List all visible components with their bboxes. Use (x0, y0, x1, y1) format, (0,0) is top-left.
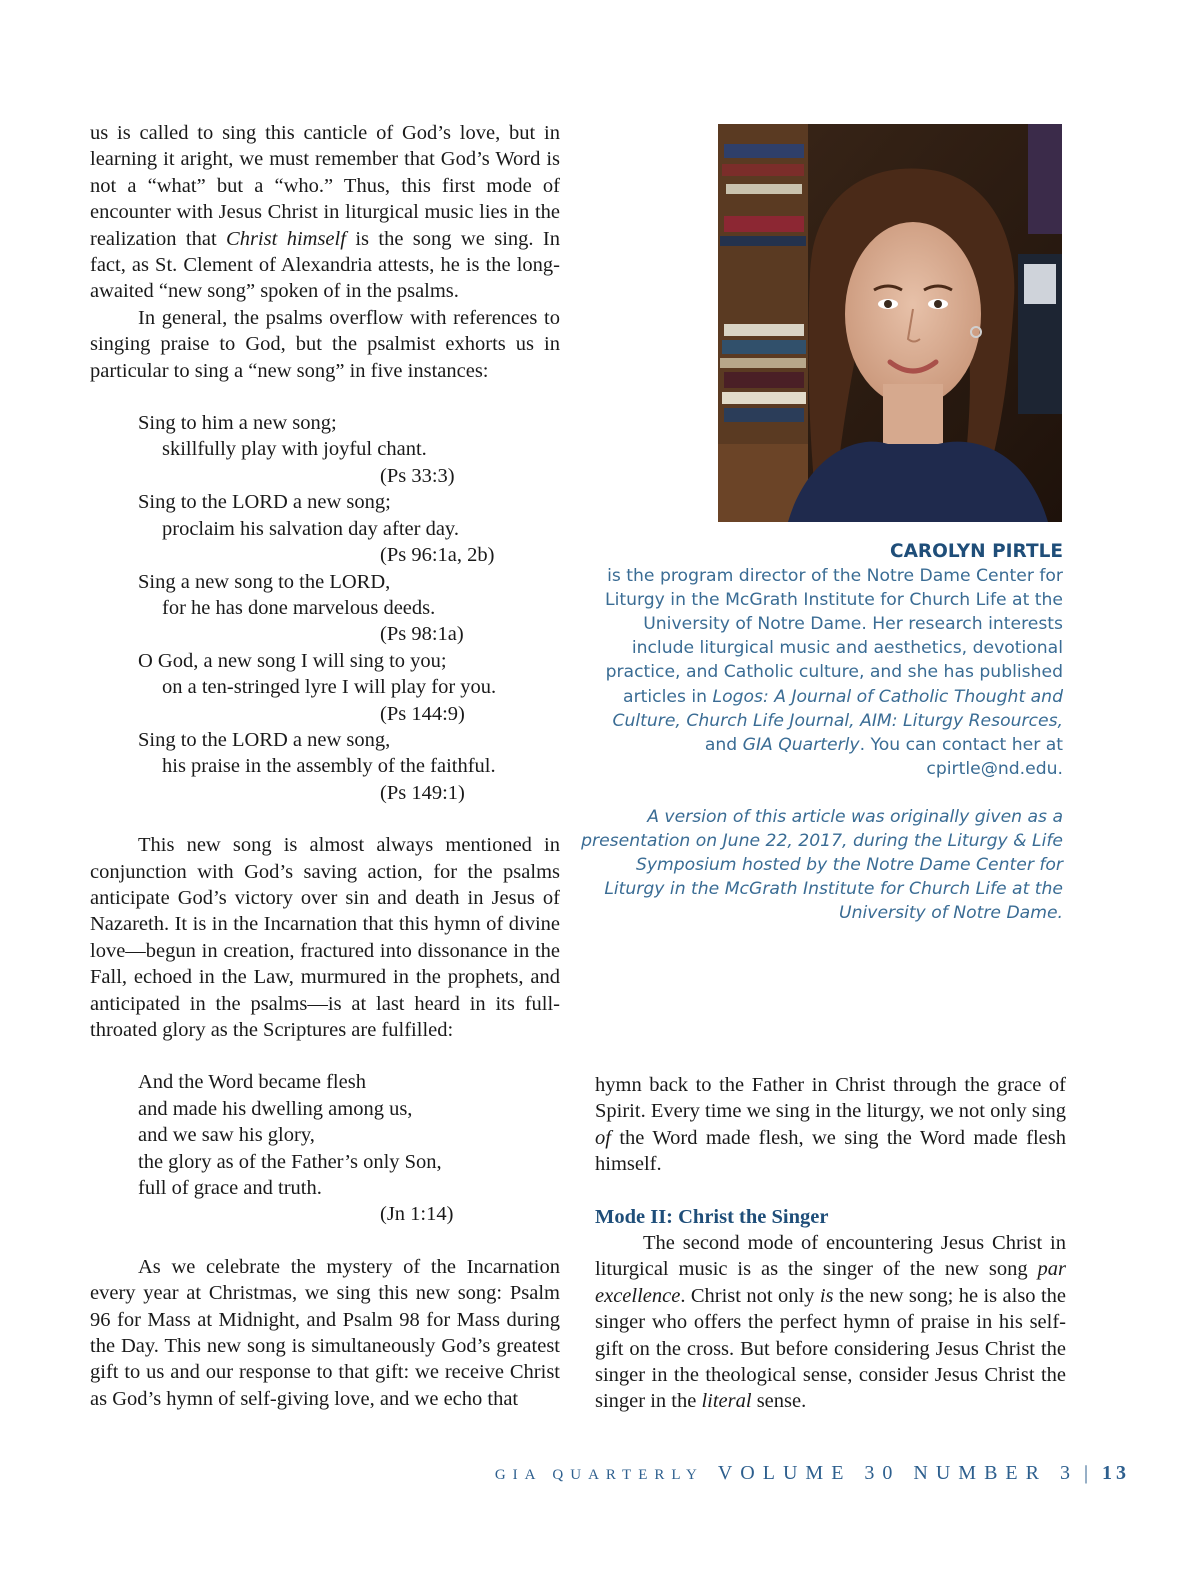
psalm-ref: (Ps 144:9) (380, 702, 465, 725)
psalm-ref: (Ps 33:3) (380, 464, 455, 487)
author-bio (580, 540, 1063, 925)
psalm-quote: Sing to him a new song; skillfully play with joyful chant. (Ps 33:3) (138, 410, 560, 489)
section-heading: Mode II: Christ the Singer (595, 1205, 829, 1228)
psalm-ref: (Ps 96:1a, 2b) (380, 544, 495, 567)
author-photo (718, 124, 1062, 522)
psalm-quote: O God, a new song I will sing to you; on a ten-stringed lyre I will play for you. (Ps 144:9) (138, 648, 560, 727)
paragraph-6: The second mode of encountering Jesus Christ in liturgical music is as the singer of the new song par excellence. Christ not only is the new song; he is also the singer who offers the perfect hymn of praise in his self-gift on the cross. But before considering Jesus Christ the singer in the theological sense, consider Jesus Christ the singer in the literal sense. (595, 1232, 1066, 1413)
presentation-note: A version of this article was originally given as a presentation on June 22, 2017, during the Liturgy & Life Symposium hosted by the Notre Dame Center for Liturgy in the McGrath Institute for Church Life at the University of Notre Dame. (581, 806, 1063, 924)
right-column (595, 1072, 1066, 1415)
psalm-ref: (Ps 149:1) (380, 781, 465, 804)
psalm-quote: Sing to the LORD a new song; proclaim his salvation day after day. (Ps 96:1a, 2b) (138, 489, 560, 568)
paragraph-2: In general, the psalms overflow with references to singing praise to God, but the psalmist exhorts us in particular to sing a “new song” in five instances: (90, 306, 560, 382)
emphasis: Christ himself (226, 227, 346, 250)
psalm-quotes (90, 410, 560, 806)
footer-separator: | (1083, 1462, 1088, 1484)
paragraph-3: This new song is almost always mentioned in conjunction with God’s saving action, for the psalms anticipate God’s victory over sin and death in Jesus of Nazareth. It is in the Incarnation that this hymn of divine love—begun in creation, fractured into dissonance in the Fall, echoed in the Law, murmured in the prophets, and anticipated in the psalms—is at last heard in its full-throated glory as the Scriptures are fulfilled: (90, 834, 560, 1041)
left-column (90, 120, 560, 1412)
bio-text: is the program director of the Notre Dame Center for Liturgy in the McGrath Institute for Church Life at the University of Notre Dame. Her research interests include liturgical music and aesthetics, devotional practice, and Catholic culture, and she has published articles in Logos: A Journal of Catholic Thought and Culture, Church Life Journal, AIM: Liturgy Resources, and GIA Quarterly. You can contact her at cpirtle@nd.edu. (605, 566, 1063, 779)
paragraph-1: us is called to sing this canticle of God’s love, but in learning it aright, we must remember that God’s Word is not a “what” but a “who.” Thus, this first mode of encounter with Jesus Christ in liturgical music lies in the realization that Christ himself is the song we sing. In fact, as St. Clement of Alexandria attests, he is the long-awaited “new song” spoken of in the psalms. (90, 122, 560, 303)
volume-number: VOLUME 30 NUMBER 3 (717, 1462, 1078, 1484)
paragraph-4: As we celebrate the mystery of the Incarnation every year at Christmas, we sing this new song: Psalm 96 for Mass at Midnight, and Psalm 98 for Mass during the Day. This new song is simultaneously God’s greatest gift to us and our response to that gift: we receive Christ as God’s hymn of self-giving love, and we echo that (90, 1255, 560, 1410)
psalm-quote: Sing a new song to the LORD, for he has done marvelous deeds. (Ps 98:1a) (138, 569, 560, 648)
publication-name: GIA QUARTERLY (494, 1467, 704, 1483)
paragraph-5: hymn back to the Father in Christ through the grace of Spirit. Every time we sing in the liturgy, we not only sing of the Word made flesh, we sing the Word made flesh himself. (595, 1074, 1066, 1176)
psalm-ref: (Ps 98:1a) (380, 623, 464, 646)
john-ref: (Jn 1:14) (380, 1203, 454, 1226)
page-number: 13 (1102, 1462, 1130, 1484)
author-name: CAROLYN PIRTLE (890, 541, 1063, 562)
john-quote: And the Word became flesh and made his dwelling among us, and we saw his glory, the glory as of the Father’s only Son, full of grace and truth. (Jn 1:14) (90, 1069, 560, 1227)
page-footer (0, 1462, 1130, 1485)
psalm-quote: Sing to the LORD a new song, his praise in the assembly of the faithful. (Ps 149:1) (138, 727, 560, 806)
